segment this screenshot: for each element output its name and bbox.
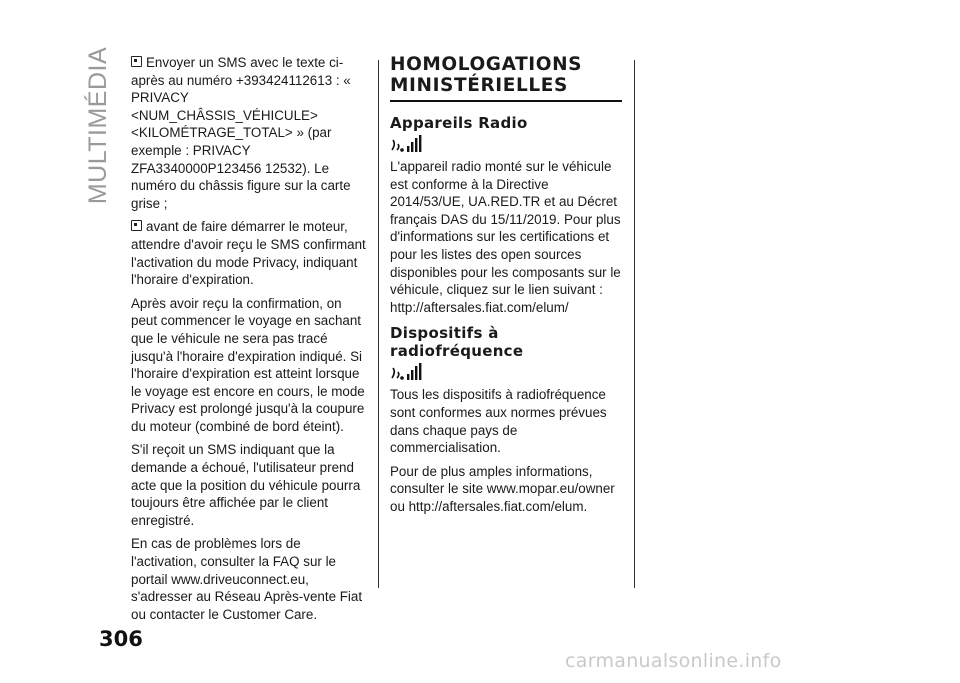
- body-paragraph: S'il reçoit un SMS indiquant que la demande a échoué, l'utilisateur prend acte que la position du véhicule pourra toujours être affichée par le client enregistré.: [131, 442, 361, 528]
- body-paragraph: L'appareil radio monté sur le véhicule est conforme à la Directive 2014/53/UE, UA.RED.TR et au Décret français DAS du 15/11/2019. Pour plus d'informations sur les certifications et pour les listes des open sources disponibles pour les composants sur le véhicule, cliquez sur le lien suivant : http://aftersales.fiat.com/elum/: [390, 159, 621, 315]
- left-column: [131, 54, 366, 629]
- section-title: HOMOLOGATIONS MINISTÉRIELLES: [390, 54, 622, 102]
- column-divider: [634, 60, 635, 588]
- body-paragraph: Après avoir reçu la confirmation, on peut commencer le voyage en sachant que le véhicule ne sera pas tracé jusqu'à l'horaire d'expiration indiqué. Si l'horaire d'expiration est atteint lorsque le voyage est encore en cours, le mode Privacy est prolongé jusqu'à la coupure du moteur (combiné de bord éteint).: [131, 295, 365, 434]
- bullet-text: avant de faire démarrer le moteur, attendre d'avoir reçu le SMS confirmant l'activation du mode Privacy, indiquant l'horaire d'expiration.: [131, 219, 366, 288]
- radio-wave-icon: [390, 134, 426, 154]
- subsection-title: Dispositifs à radiofréquence: [390, 324, 524, 361]
- side-tab-label: MULTIMÉDIA: [84, 46, 113, 204]
- body-paragraph: Tous les dispositifs à radiofréquence sont conformes aux normes prévues dans chaque pays de commercialisation.: [390, 387, 607, 456]
- column-divider: [378, 60, 379, 588]
- bullet-text: Envoyer un SMS avec le texte ci-après au numéro +393424112613 : « PRIVACY <NUM_CHÂSSIS_VÉHICULE> <KILOMÉTRAGE_TOTAL> » (par exemple : PRIVACY ZFA3340000P123456 12532). Le numéro du châssis figure sur la carte grise ;: [131, 55, 351, 211]
- bullet-item: [131, 218, 366, 288]
- checkbox-bullet-icon: [131, 220, 142, 231]
- side-tab: [84, 46, 114, 204]
- bullet-item: [131, 54, 366, 212]
- right-column: [390, 54, 622, 522]
- body-paragraph: En cas de problèmes lors de l'activation, consulter la FAQ sur le portail www.driveuconnect.eu, s'adresser au Réseau Après-vente Fiat ou contacter le Customer Care.: [131, 536, 363, 622]
- body-paragraph: Pour de plus amples informations, consulter le site www.mopar.eu/owner ou http://aftersales.fiat.com/elum.: [390, 463, 615, 514]
- subsection-title: Appareils Radio: [390, 114, 528, 132]
- checkbox-bullet-icon: [131, 56, 142, 67]
- page-number: 306: [99, 627, 143, 651]
- watermark: carmanualsonline.info: [565, 650, 782, 672]
- radio-wave-icon: [390, 362, 426, 382]
